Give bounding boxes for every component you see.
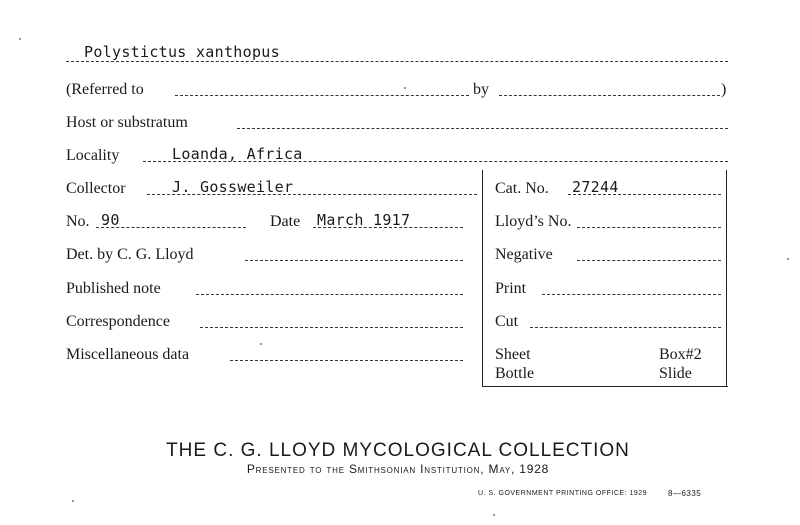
misc-data-rule [230, 360, 463, 361]
box-number [659, 346, 702, 364]
cat-no-rule [568, 194, 721, 195]
referred-to-rule [175, 95, 469, 96]
date-label: Date [270, 213, 301, 230]
sheet-label: Sheet [495, 346, 531, 363]
det-by-rule [245, 260, 463, 261]
referred-to-label: (Referred to [66, 81, 144, 98]
det-by-label: Det. by C. G. Lloyd [66, 246, 194, 263]
scan-speck [72, 500, 74, 502]
negative-label: Negative [495, 246, 553, 263]
cat-no-value: 27244 [572, 178, 619, 196]
date-rule [313, 227, 463, 228]
box-bottom-border [482, 386, 728, 387]
lloyds-no-label: Lloyd’s No. [495, 213, 572, 230]
scan-speck [787, 258, 789, 260]
collector-value: J. Gossweiler [172, 178, 294, 196]
slide-label: Slide [659, 365, 692, 382]
host-label: Host or substratum [66, 114, 188, 131]
lloyds-no-rule [577, 227, 721, 228]
host-rule [237, 128, 728, 129]
cat-no-label: Cat. No. [495, 180, 549, 197]
cut-rule [530, 327, 721, 328]
collection-title: THE C. G. LLOYD MYCOLOGICAL COLLECTION [166, 440, 630, 461]
by-rule [499, 95, 720, 96]
box-label: Box [659, 346, 686, 363]
published-note-rule [196, 294, 463, 295]
locality-label: Locality [66, 147, 120, 164]
bottle-label: Bottle [495, 365, 535, 382]
scan-speck [404, 87, 406, 89]
collector-label: Collector [66, 180, 126, 197]
misc-data-label: Miscellaneous data [66, 346, 190, 363]
locality-rule [143, 161, 728, 162]
box-value: #2 [685, 346, 702, 363]
correspondence-label: Correspondence [66, 313, 170, 330]
printing-office-note: U. S. GOVERNMENT PRINTING OFFICE: 1929 [478, 490, 648, 497]
box-right-border [726, 170, 727, 386]
locality-value: Loanda, Africa [172, 145, 303, 163]
species-rule [66, 61, 728, 62]
scan-speck [19, 38, 21, 40]
cut-label: Cut [495, 313, 519, 330]
no-rule [96, 227, 246, 228]
negative-rule [577, 260, 721, 261]
date-value: March 1917 [317, 211, 411, 229]
print-rule [542, 294, 721, 295]
published-note-label: Published note [66, 280, 161, 297]
close-paren: ) [721, 81, 727, 98]
print-label: Print [495, 280, 527, 297]
collector-rule [147, 194, 477, 195]
form-number: 8—6335 [668, 489, 702, 498]
collection-subtitle: Presented to the Smithsonian Institution, May, 1928 [246, 462, 550, 476]
no-value: 90 [101, 211, 120, 229]
no-label: No. [66, 213, 90, 230]
correspondence-rule [200, 327, 463, 328]
species-name: Polystictus xanthopus [84, 43, 280, 61]
scan-speck [260, 343, 262, 345]
scan-speck [493, 514, 495, 516]
box-left-border [482, 170, 483, 386]
by-label: by [473, 81, 489, 98]
